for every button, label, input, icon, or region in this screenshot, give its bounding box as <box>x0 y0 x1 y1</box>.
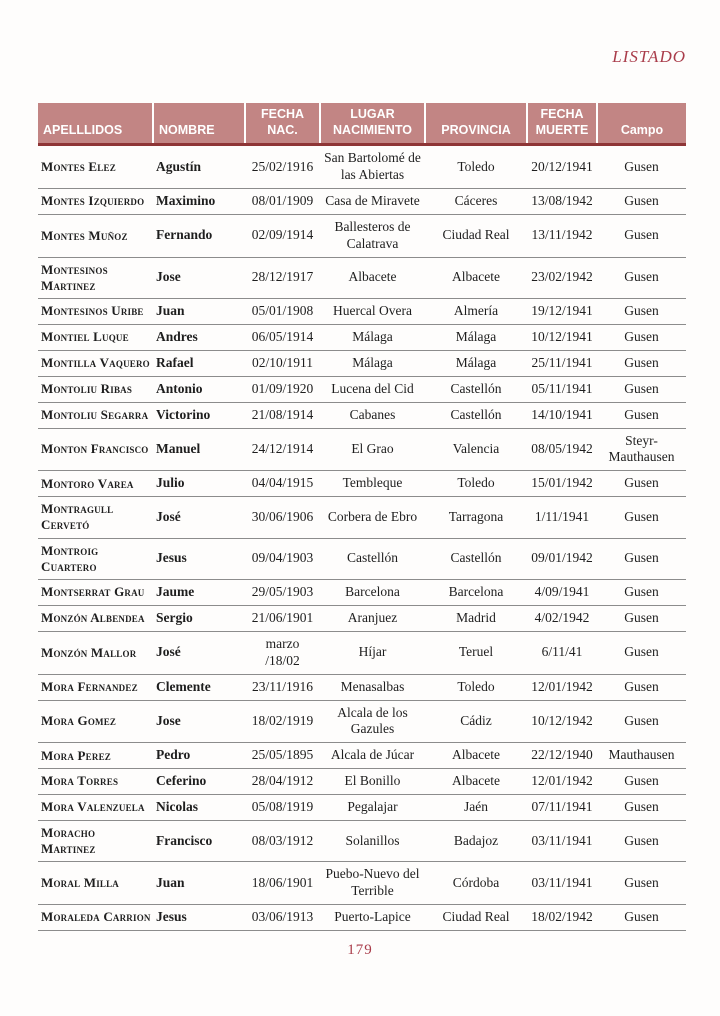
page-header-label: LISTADO <box>612 47 686 66</box>
cell-apellidos: Montoro Varea <box>38 471 153 497</box>
column-header-fecha-nac: FECHA NAC. <box>245 103 320 145</box>
cell-fecha-nac: 09/04/1903 <box>245 538 320 580</box>
table-row <box>38 350 686 376</box>
cell-fecha-muerte: 4/09/1941 <box>527 580 597 606</box>
cell-fecha-nac: 05/08/1919 <box>245 795 320 821</box>
cell-fecha-muerte: 12/01/1942 <box>527 674 597 700</box>
cell-apellidos: Monton Francisco <box>38 428 153 471</box>
cell-nombre: Agustín <box>156 158 202 174</box>
cell-provincia: Cáceres <box>425 189 527 215</box>
cell-provincia: Tarragona <box>425 497 527 539</box>
cell-provincia: Cádiz <box>425 700 527 743</box>
cell-apellidos: Moracho Martinez <box>38 820 153 862</box>
cell-nombre: Jose <box>153 257 245 299</box>
cell-provincia: Málaga <box>425 350 527 376</box>
cell-provincia: Badajoz <box>425 820 527 862</box>
cell-nombre: Victorino <box>153 402 245 428</box>
cell-campo: Gusen <box>597 674 686 700</box>
cell-campo: Gusen <box>597 538 686 580</box>
cell-apellidos: Montesinos Uribe <box>38 299 153 325</box>
table-row <box>38 820 686 862</box>
cell-lugar-nacimiento: El Bonillo <box>320 769 425 795</box>
cell-fecha-muerte: 4/02/1942 <box>527 606 597 632</box>
table-row <box>38 376 686 402</box>
cell-apellidos: Montoliu Ribas <box>38 376 153 402</box>
cell-lugar-nacimiento: Menasalbas <box>320 674 425 700</box>
cell-nombre: Nicolas <box>153 795 245 821</box>
cell-apellidos: Moraleda Carrion <box>38 905 153 931</box>
table-body <box>38 145 686 931</box>
cell-provincia: Madrid <box>425 606 527 632</box>
table-row <box>38 497 686 539</box>
table-row <box>38 674 686 700</box>
cell-campo: Gusen <box>597 376 686 402</box>
cell-nombre: Sergio <box>153 606 245 632</box>
cell-fecha-nac: 02/09/1914 <box>245 214 320 257</box>
table-row <box>38 700 686 743</box>
cell-fecha-muerte: 20/12/1941 <box>531 158 593 174</box>
cell-lugar-nacimiento: Ballesteros de Calatrava <box>320 214 425 257</box>
table-row <box>38 769 686 795</box>
cell-lugar-nacimiento: Puebo-Nuevo del Terrible <box>320 862 425 905</box>
cell-nombre: Antonio <box>153 376 245 402</box>
table-row <box>38 538 686 580</box>
cell-fecha-nac: 06/05/1914 <box>245 325 320 351</box>
cell-lugar-nacimiento: Pegalajar <box>320 795 425 821</box>
cell-apellidos: Montesinos Martinez <box>38 257 153 299</box>
cell-campo: Gusen <box>597 905 686 931</box>
cell-campo: Gusen <box>597 214 686 257</box>
cell-apellidos: Montroig Cuartero <box>38 538 153 580</box>
cell-nombre: José <box>153 631 245 674</box>
cell-campo: Gusen <box>624 158 659 174</box>
column-header-nombre: NOMBRE <box>153 103 245 145</box>
cell-apellidos: Mora Gomez <box>38 700 153 743</box>
cell-fecha-muerte: 13/08/1942 <box>527 189 597 215</box>
cell-fecha-muerte: 12/01/1942 <box>527 769 597 795</box>
cell-fecha-muerte: 25/11/1941 <box>527 350 597 376</box>
cell-fecha-muerte: 22/12/1940 <box>527 743 597 769</box>
table-row <box>38 402 686 428</box>
cell-fecha-nac: 08/01/1909 <box>245 189 320 215</box>
cell-nombre: Jaume <box>153 580 245 606</box>
cell-fecha-nac: 03/06/1913 <box>245 905 320 931</box>
cell-lugar-nacimiento: Puerto-Lapice <box>320 905 425 931</box>
cell-nombre: Maximino <box>153 189 245 215</box>
table-row <box>38 905 686 931</box>
cell-fecha-muerte: 03/11/1941 <box>527 820 597 862</box>
cell-apellidos: Monzón Albendea <box>38 606 153 632</box>
cell-apellidos: Montes Muñoz <box>38 214 153 257</box>
cell-lugar-nacimiento: Cabanes <box>320 402 425 428</box>
cell-campo: Gusen <box>597 299 686 325</box>
table-row <box>38 145 686 189</box>
cell-provincia: Málaga <box>425 325 527 351</box>
cell-fecha-nac: 21/08/1914 <box>245 402 320 428</box>
cell-campo: Gusen <box>597 580 686 606</box>
cell-provincia: Valencia <box>425 428 527 471</box>
cell-nombre: Fernando <box>153 214 245 257</box>
cell-lugar-nacimiento: Solanillos <box>320 820 425 862</box>
cell-fecha-nac: 05/01/1908 <box>245 299 320 325</box>
cell-nombre: Julio <box>153 471 245 497</box>
cell-nombre: Manuel <box>153 428 245 471</box>
table-row <box>38 299 686 325</box>
cell-fecha-muerte: 03/11/1941 <box>527 862 597 905</box>
cell-apellidos: Montes Elez <box>41 159 116 174</box>
table-row <box>38 189 686 215</box>
cell-lugar-nacimiento: Alcala de los Gazules <box>320 700 425 743</box>
table-row <box>38 428 686 471</box>
cell-provincia: Albacete <box>425 769 527 795</box>
cell-apellidos: Mora Perez <box>38 743 153 769</box>
table-row <box>38 471 686 497</box>
cell-provincia: Toledo <box>425 471 527 497</box>
cell-lugar-nacimiento: Huercal Overa <box>320 299 425 325</box>
cell-fecha-nac: 25/02/1916 <box>251 158 314 174</box>
cell-lugar-nacimiento: Alcala de Júcar <box>320 743 425 769</box>
cell-campo: Gusen <box>597 497 686 539</box>
table-row <box>38 257 686 299</box>
cell-provincia: Barcelona <box>425 580 527 606</box>
cell-apellidos: Montserrat Grau <box>38 580 153 606</box>
cell-lugar-nacimiento: Corbera de Ebro <box>320 497 425 539</box>
cell-nombre: Jose <box>153 700 245 743</box>
cell-provincia: Córdoba <box>425 862 527 905</box>
cell-fecha-nac: 28/04/1912 <box>245 769 320 795</box>
cell-nombre: Ceferino <box>153 769 245 795</box>
cell-provincia: Castellón <box>425 376 527 402</box>
table-row <box>38 606 686 632</box>
cell-fecha-nac: 01/09/1920 <box>245 376 320 402</box>
cell-campo: Gusen <box>597 795 686 821</box>
column-header-lugar-nacimiento: LUGAR NACIMIENTO <box>320 103 425 145</box>
column-header-fecha-muerte: FECHA MUERTE <box>527 103 597 145</box>
cell-provincia: Ciudad Real <box>425 905 527 931</box>
cell-apellidos: Montragull Cervetó <box>38 497 153 539</box>
cell-campo: Steyr-Mauthausen <box>597 428 686 471</box>
table-row <box>38 580 686 606</box>
column-header-apellidos: APELLLIDOS <box>38 103 153 145</box>
table-row <box>38 795 686 821</box>
cell-fecha-muerte: 1/11/1941 <box>527 497 597 539</box>
cell-provincia: Ciudad Real <box>425 214 527 257</box>
table-header <box>38 103 686 145</box>
cell-nombre: Pedro <box>153 743 245 769</box>
cell-lugar-nacimiento: San Bartolomé de las Abiertas <box>324 150 421 183</box>
cell-lugar-nacimiento: Barcelona <box>320 580 425 606</box>
cell-fecha-nac: 28/12/1917 <box>245 257 320 299</box>
cell-fecha-muerte: 10/12/1942 <box>527 700 597 743</box>
cell-campo: Gusen <box>597 700 686 743</box>
cell-apellidos: Mora Valenzuela <box>38 795 153 821</box>
cell-nombre: José <box>153 497 245 539</box>
cell-nombre: Andres <box>153 325 245 351</box>
cell-fecha-nac: 04/04/1915 <box>245 471 320 497</box>
cell-provincia: Albacete <box>425 743 527 769</box>
cell-fecha-nac: 18/02/1919 <box>245 700 320 743</box>
cell-campo: Gusen <box>597 402 686 428</box>
cell-nombre: Jesus <box>153 538 245 580</box>
cell-fecha-muerte: 19/12/1941 <box>527 299 597 325</box>
cell-fecha-muerte: 15/01/1942 <box>527 471 597 497</box>
cell-fecha-muerte: 13/11/1942 <box>527 214 597 257</box>
table-row <box>38 862 686 905</box>
cell-fecha-muerte: 07/11/1941 <box>527 795 597 821</box>
cell-apellidos: Mora Torres <box>38 769 153 795</box>
cell-lugar-nacimiento: El Grao <box>320 428 425 471</box>
cell-nombre: Juan <box>153 299 245 325</box>
cell-fecha-muerte: 10/12/1941 <box>527 325 597 351</box>
cell-lugar-nacimiento: Málaga <box>320 350 425 376</box>
cell-lugar-nacimiento: Castellón <box>320 538 425 580</box>
cell-fecha-nac: 02/10/1911 <box>245 350 320 376</box>
cell-fecha-nac: 30/06/1906 <box>245 497 320 539</box>
cell-fecha-nac: 08/03/1912 <box>245 820 320 862</box>
cell-campo: Gusen <box>597 606 686 632</box>
cell-fecha-muerte: 08/05/1942 <box>527 428 597 471</box>
cell-apellidos: Montoliu Segarra <box>38 402 153 428</box>
cell-campo: Gusen <box>597 862 686 905</box>
cell-fecha-muerte: 14/10/1941 <box>527 402 597 428</box>
cell-campo: Gusen <box>597 257 686 299</box>
cell-nombre: Rafael <box>153 350 245 376</box>
cell-provincia: Teruel <box>425 631 527 674</box>
cell-lugar-nacimiento: Málaga <box>320 325 425 351</box>
cell-lugar-nacimiento: Aranjuez <box>320 606 425 632</box>
cell-provincia: Almería <box>425 299 527 325</box>
cell-apellidos: Moral Milla <box>38 862 153 905</box>
cell-lugar-nacimiento: Lucena del Cid <box>320 376 425 402</box>
cell-provincia: Jaén <box>425 795 527 821</box>
cell-apellidos: Montilla Vaquero <box>38 350 153 376</box>
cell-apellidos: Mora Fernandez <box>38 674 153 700</box>
cell-fecha-muerte: 6/11/41 <box>527 631 597 674</box>
cell-provincia: Castellón <box>425 538 527 580</box>
cell-nombre: Jesus <box>153 905 245 931</box>
cell-apellidos: Monzón Mallor <box>38 631 153 674</box>
table-row <box>38 214 686 257</box>
cell-fecha-nac: 18/06/1901 <box>245 862 320 905</box>
cell-lugar-nacimiento: Albacete <box>320 257 425 299</box>
cell-campo: Gusen <box>597 189 686 215</box>
cell-lugar-nacimiento: Casa de Miravete <box>320 189 425 215</box>
table-row <box>38 743 686 769</box>
cell-fecha-nac: 29/05/1903 <box>245 580 320 606</box>
cell-fecha-nac: 24/12/1914 <box>245 428 320 471</box>
cell-fecha-nac: marzo /18/02 <box>245 631 320 674</box>
cell-fecha-nac: 23/11/1916 <box>245 674 320 700</box>
cell-campo: Gusen <box>597 631 686 674</box>
cell-apellidos: Montiel Luque <box>38 325 153 351</box>
table-row <box>38 325 686 351</box>
cell-campo: Gusen <box>597 350 686 376</box>
cell-campo: Gusen <box>597 471 686 497</box>
cell-apellidos: Montes Izquierdo <box>38 189 153 215</box>
cell-fecha-muerte: 18/02/1942 <box>527 905 597 931</box>
cell-fecha-nac: 21/06/1901 <box>245 606 320 632</box>
cell-campo: Gusen <box>597 325 686 351</box>
cell-nombre: Francisco <box>153 820 245 862</box>
cell-lugar-nacimiento: Híjar <box>320 631 425 674</box>
victims-table <box>38 103 686 931</box>
cell-provincia: Castellón <box>425 402 527 428</box>
cell-fecha-muerte: 09/01/1942 <box>527 538 597 580</box>
cell-fecha-muerte: 23/02/1942 <box>527 257 597 299</box>
cell-provincia: Albacete <box>425 257 527 299</box>
column-header-provincia: PROVINCIA <box>425 103 527 145</box>
table-header-row <box>38 103 686 145</box>
cell-provincia: Toledo <box>425 674 527 700</box>
column-header-campo: Campo <box>597 103 686 145</box>
cell-fecha-muerte: 05/11/1941 <box>527 376 597 402</box>
table-row <box>38 631 686 674</box>
cell-provincia: Toledo <box>457 158 495 174</box>
cell-campo: Gusen <box>597 769 686 795</box>
cell-nombre: Clemente <box>153 674 245 700</box>
cell-campo: Mauthausen <box>597 743 686 769</box>
cell-fecha-nac: 25/05/1895 <box>245 743 320 769</box>
cell-nombre: Juan <box>153 862 245 905</box>
cell-lugar-nacimiento: Tembleque <box>320 471 425 497</box>
page-number: 179 <box>347 942 373 958</box>
cell-campo: Gusen <box>597 820 686 862</box>
